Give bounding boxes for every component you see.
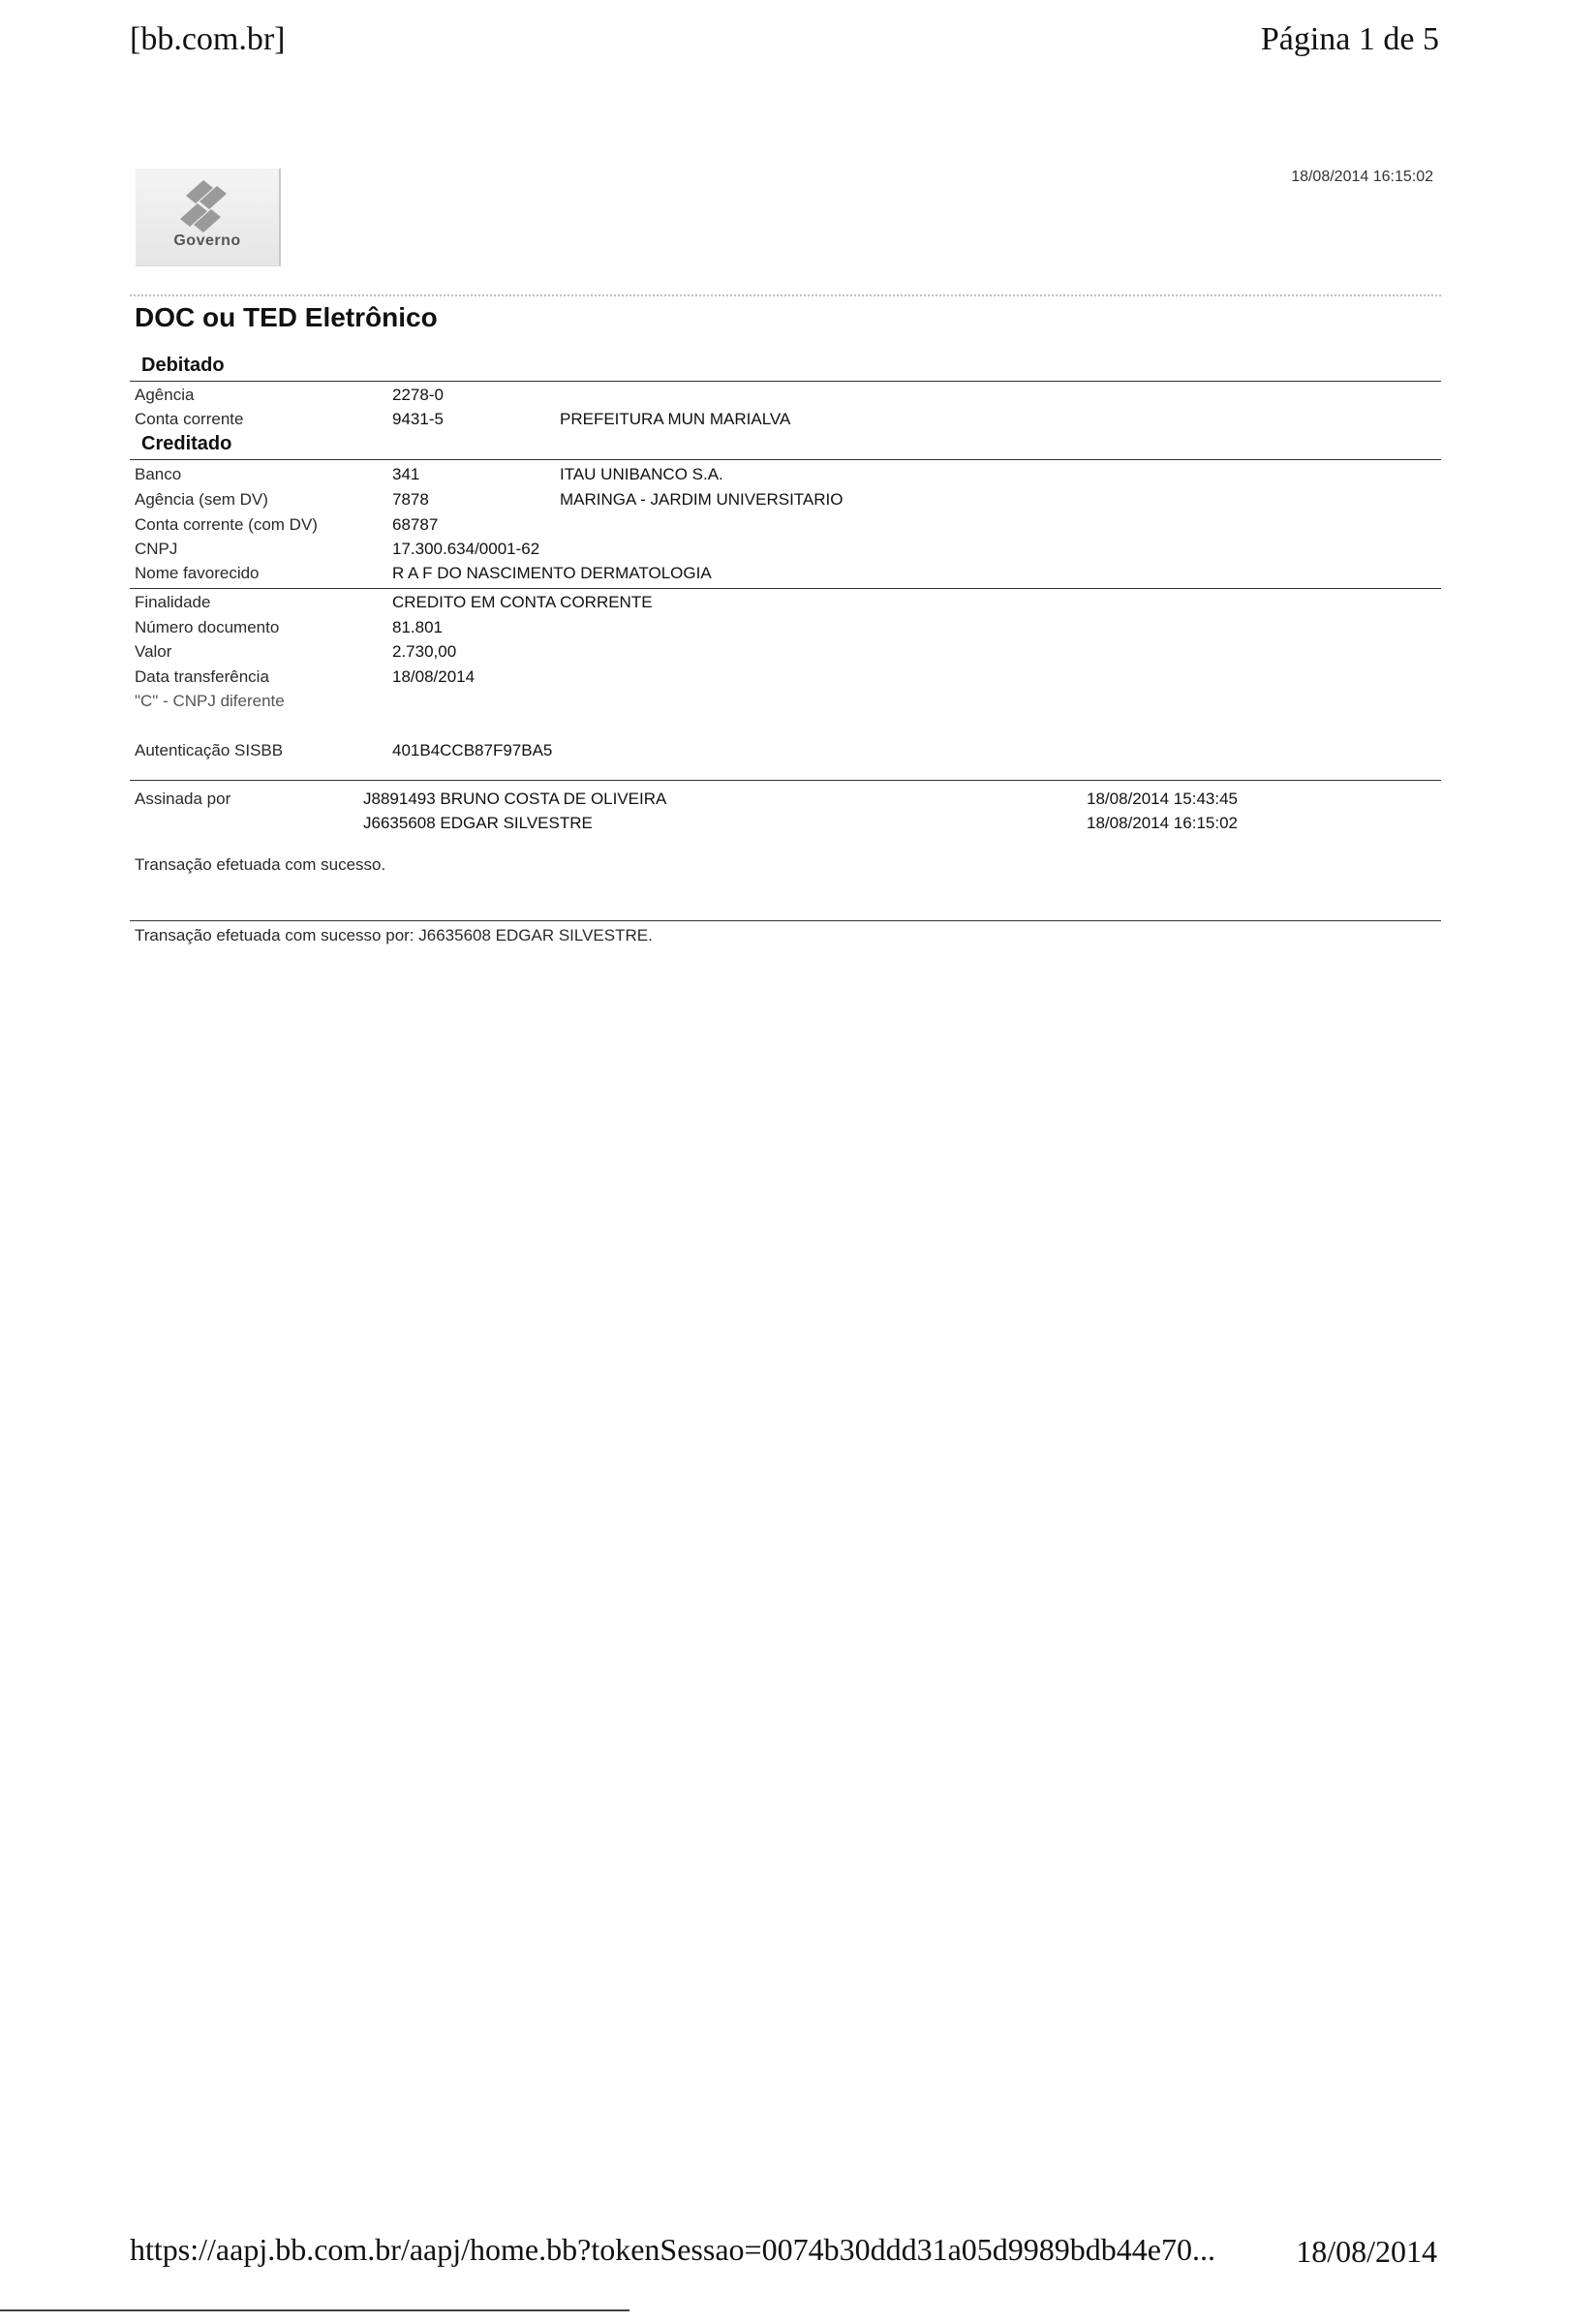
print-footer-url: https://aapj.bb.com.br/aapj/home.bb?tokenSessao=0074b30ddd31a05d9989bdb44e70...: [130, 2232, 1215, 2267]
field-value: 68787: [392, 515, 439, 534]
field-value: 2278-0: [392, 386, 444, 404]
divider: [130, 381, 1441, 382]
print-header-site: [bb.com.br]: [130, 21, 286, 57]
print-footer-date: 18/08/2014: [1296, 2234, 1437, 2269]
field-value: 17.300.634/0001-62: [392, 540, 540, 558]
field-label: Valor: [135, 642, 172, 661]
auth-code: 401B4CCB87F97BA5: [392, 741, 553, 759]
page-title: DOC ou TED Eletrônico: [135, 302, 438, 332]
field-value: 341: [392, 465, 420, 483]
section-debitado: Debitado: [141, 355, 225, 376]
field-label: Conta corrente: [135, 410, 244, 428]
field-value: 7878: [392, 490, 429, 509]
field-label: Nome favorecido: [135, 564, 260, 582]
divider: [130, 588, 1441, 589]
field-value: 81.801: [392, 618, 443, 636]
header-divider: [130, 294, 1441, 296]
account-holder-name: PREFEITURA MUN MARIALVA: [560, 410, 791, 428]
field-value: CREDITO EM CONTA CORRENTE: [392, 593, 653, 611]
field-label: Banco: [135, 465, 182, 483]
field-value: R A F DO NASCIMENTO DERMATOLOGIA: [392, 564, 712, 582]
logo-text: Governo: [173, 232, 241, 249]
field-label: "C" - CNPJ diferente: [135, 692, 285, 710]
bb-logo-icon: [174, 178, 240, 232]
field-label: Conta corrente (com DV): [135, 515, 318, 534]
document-timestamp: 18/08/2014 16:15:02: [1291, 169, 1433, 185]
auth-label: Autenticação SISBB: [135, 741, 284, 759]
field-label: CNPJ: [135, 540, 178, 558]
signature-date: 18/08/2014 16:15:02: [1087, 814, 1238, 832]
footer-rule: [0, 2309, 629, 2311]
signer-name: J6635608 EDGAR SILVESTRE: [363, 814, 593, 832]
field-label: Finalidade: [135, 593, 211, 611]
final-message: Transação efetuada com sucesso por: J6635608 EDGAR SILVESTRE.: [135, 926, 653, 945]
field-value: 18/08/2014: [392, 667, 476, 686]
field-value: 9431-5: [392, 410, 444, 428]
status-message: Transação efetuada com sucesso.: [135, 855, 386, 874]
field-label: Agência: [135, 386, 195, 404]
signed-by-label: Assinada por: [135, 790, 231, 808]
signature-date: 18/08/2014 15:43:45: [1087, 790, 1238, 808]
divider: [130, 920, 1441, 921]
bank-name: ITAU UNIBANCO S.A.: [560, 465, 723, 483]
field-value: 2.730,00: [392, 642, 457, 661]
branch-name: MARINGA - JARDIM UNIVERSITARIO: [560, 490, 844, 509]
divider: [130, 780, 1441, 781]
field-label: Data transferência: [135, 667, 269, 686]
divider: [130, 459, 1441, 460]
bank-logo: [136, 169, 281, 266]
print-header-page: Página 1 de 5: [1260, 21, 1439, 57]
signer-name: J8891493 BRUNO COSTA DE OLIVEIRA: [363, 790, 667, 808]
field-label: Agência (sem DV): [135, 490, 268, 509]
field-label: Número documento: [135, 618, 280, 636]
section-creditado: Creditado: [141, 433, 232, 454]
